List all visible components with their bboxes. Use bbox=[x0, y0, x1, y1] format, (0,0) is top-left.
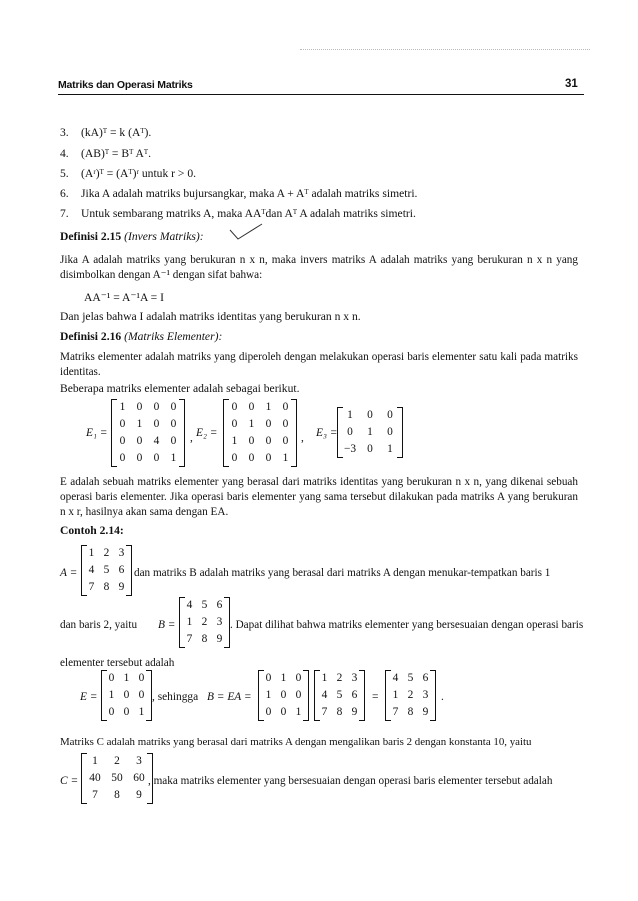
bracket-left bbox=[81, 545, 87, 596]
matrix-cell: 1 bbox=[265, 689, 272, 701]
matrix-cell: 0 bbox=[231, 401, 238, 413]
matrix-label: E = bbox=[80, 691, 98, 703]
matrix-cell: 1 bbox=[367, 426, 373, 438]
example-text: elementer tersebut adalah bbox=[60, 657, 175, 669]
bracket-left bbox=[111, 399, 117, 467]
matrix-cell: 0 bbox=[282, 401, 289, 413]
matrix-e-product bbox=[261, 670, 306, 721]
matrix-cell: 7 bbox=[92, 789, 98, 801]
matrix-cell: 1 bbox=[280, 672, 287, 684]
definition-paragraph: Dan jelas bahwa I adalah matriks identitas yang berukuran n x n. bbox=[60, 310, 361, 323]
definition-heading: Definisi 2.15 (Invers Matriks): bbox=[60, 230, 204, 243]
matrix-b bbox=[182, 597, 227, 648]
definition-paragraph: Jika A adalah matriks yang berukuran n x n, maka invers matriks A adalah matriks yang berukuran n x n yang disimbolkan dengan A⁻¹ dengan sifat bahwa: bbox=[60, 254, 578, 281]
matrix-c bbox=[84, 753, 150, 804]
matrix-cell: 0 bbox=[108, 706, 115, 718]
example-text: , maka matriks elementer yang bersesuaian dengan operasi baris elementer tersebut adalah bbox=[148, 775, 553, 787]
checkmark-annotation bbox=[228, 222, 264, 242]
matrix-cell: 4 bbox=[392, 672, 399, 684]
matrix-cell: 0 bbox=[119, 435, 126, 447]
matrix-cell: 0 bbox=[280, 689, 287, 701]
matrix-cell: 9 bbox=[136, 789, 142, 801]
matrix-cell: 0 bbox=[367, 443, 373, 455]
running-header-title: Matriks dan Operasi Matriks bbox=[58, 79, 193, 91]
matrix-cell: 1 bbox=[108, 689, 115, 701]
matrix-cell: 0 bbox=[170, 418, 177, 430]
matrix-cell: 1 bbox=[138, 706, 145, 718]
matrix-label: B = bbox=[158, 619, 176, 631]
matrix-cell: 0 bbox=[136, 452, 143, 464]
matrix-cell: 0 bbox=[265, 452, 272, 464]
matrix-cell: 0 bbox=[138, 672, 145, 684]
list-item: 5. (Aʳ)ᵀ = (Aᵀ)ʳ untuk r > 0. bbox=[60, 167, 197, 180]
matrix-cell: 0 bbox=[153, 401, 160, 413]
matrix-cell: 7 bbox=[392, 706, 399, 718]
matrix-cell: 0 bbox=[119, 418, 126, 430]
matrix-label: A = bbox=[60, 567, 78, 579]
matrix-cell: 9 bbox=[422, 706, 429, 718]
matrix-cell: 2 bbox=[114, 755, 120, 767]
definition-equation: AA⁻¹ = A⁻¹A = I bbox=[84, 291, 164, 304]
matrix-cell: 1 bbox=[186, 616, 193, 628]
matrix-cell: 1 bbox=[295, 706, 302, 718]
separator: , bbox=[301, 432, 304, 444]
matrix-cell: 0 bbox=[119, 452, 126, 464]
matrix-cell: 0 bbox=[265, 672, 272, 684]
matrix-cell: 4 bbox=[321, 689, 328, 701]
matrix-cell: 0 bbox=[170, 435, 177, 447]
matrix-cell: 0 bbox=[248, 435, 255, 447]
matrix-cell: 8 bbox=[201, 633, 208, 645]
matrix-cell: 2 bbox=[336, 672, 343, 684]
matrix-cell: 0 bbox=[231, 418, 238, 430]
definition-paragraph: Beberapa matriks elementer adalah sebagai berikut. bbox=[60, 382, 300, 395]
page-number: 31 bbox=[565, 78, 578, 90]
example-text: , sehingga bbox=[152, 691, 199, 703]
matrix-cell: 8 bbox=[407, 706, 414, 718]
matrix-e bbox=[104, 670, 149, 721]
matrix-a-product bbox=[317, 670, 362, 721]
matrix-cell: 8 bbox=[103, 581, 110, 593]
matrix-cell: 0 bbox=[295, 689, 302, 701]
example-text: . Dapat dilihat bahwa matriks elementer yang bersesuaian dengan operasi baris bbox=[230, 619, 584, 631]
equation-label: B = EA = bbox=[207, 691, 252, 703]
definition-paragraph: E adalah sebuah matriks elementer yang berasal dari matriks identitas yang berukuran n x n, yang dikenai sebuah operasi baris elementer. Jika operasi baris elementer yang sama tersebut dilakukan pada matriks A yang berukuran n x r, hasilnya akan sama dengan EA. bbox=[60, 476, 578, 518]
matrix-cell: 4 bbox=[88, 564, 95, 576]
matrix-cell: 3 bbox=[351, 672, 358, 684]
matrix-cell: 0 bbox=[248, 401, 255, 413]
matrix-e3 bbox=[340, 407, 400, 458]
matrix-cell: 5 bbox=[103, 564, 110, 576]
separator: , bbox=[190, 432, 193, 444]
matrix-cell: 9 bbox=[351, 706, 358, 718]
matrix-cell: 0 bbox=[136, 401, 143, 413]
matrix-cell: 40 bbox=[89, 772, 101, 784]
matrix-cell: 3 bbox=[136, 755, 142, 767]
matrix-cell: 9 bbox=[118, 581, 125, 593]
matrix-cell: 0 bbox=[231, 452, 238, 464]
matrix-cell: 6 bbox=[118, 564, 125, 576]
matrix-a bbox=[84, 545, 129, 596]
matrix-cell: 3 bbox=[216, 616, 223, 628]
matrix-e2 bbox=[226, 399, 294, 467]
definition-heading: Definisi 2.16 (Matriks Elementer): bbox=[60, 330, 223, 343]
bracket-right bbox=[303, 670, 309, 721]
matrix-cell: 3 bbox=[422, 689, 429, 701]
bracket-left bbox=[337, 407, 343, 458]
matrix-cell: 60 bbox=[133, 772, 145, 784]
matrix-cell: 0 bbox=[123, 689, 130, 701]
matrix-cell: 8 bbox=[336, 706, 343, 718]
matrix-cell: 4 bbox=[186, 599, 193, 611]
matrix-cell: 6 bbox=[351, 689, 358, 701]
example-text: dan baris 2, yaitu bbox=[60, 619, 138, 631]
matrix-label: C = bbox=[60, 775, 79, 787]
matrix-cell: 0 bbox=[138, 689, 145, 701]
matrix-cell: −3 bbox=[343, 443, 357, 455]
matrix-cell: 8 bbox=[114, 789, 120, 801]
matrix-b-result bbox=[388, 670, 433, 721]
matrix-e1 bbox=[114, 399, 182, 467]
equals-sign: = bbox=[372, 691, 379, 703]
matrix-cell: 7 bbox=[186, 633, 193, 645]
matrix-cell: 0 bbox=[265, 435, 272, 447]
matrix-cell: 1 bbox=[231, 435, 238, 447]
matrix-cell: 3 bbox=[118, 547, 125, 559]
list-item: 3. (kA)ᵀ = k (Aᵀ). bbox=[60, 126, 152, 139]
matrix-label: E₁ = bbox=[86, 427, 108, 439]
matrix-cell: 4 bbox=[153, 435, 160, 447]
matrix-cell: 5 bbox=[336, 689, 343, 701]
bracket-left bbox=[223, 399, 229, 467]
bracket-right bbox=[359, 670, 365, 721]
bracket-left bbox=[385, 670, 391, 721]
matrix-cell: 0 bbox=[170, 401, 177, 413]
bracket-left bbox=[179, 597, 185, 648]
matrix-cell: 9 bbox=[216, 633, 223, 645]
matrix-cell: 0 bbox=[265, 706, 272, 718]
matrix-cell: 5 bbox=[407, 672, 414, 684]
matrix-cell: 0 bbox=[280, 706, 287, 718]
matrix-cell: 5 bbox=[201, 599, 208, 611]
example-text: Matriks C adalah matriks yang berasal dari matriks A dengan mengalikan baris 2 dengan konstanta 10, yaitu bbox=[60, 736, 532, 748]
matrix-cell: 1 bbox=[92, 755, 98, 767]
bracket-left bbox=[81, 753, 87, 804]
matrix-cell: 1 bbox=[321, 672, 328, 684]
bracket-right bbox=[291, 399, 297, 467]
bracket-left bbox=[101, 670, 107, 721]
bracket-left bbox=[314, 670, 320, 721]
matrix-cell: 7 bbox=[321, 706, 328, 718]
matrix-cell: 0 bbox=[295, 672, 302, 684]
matrix-cell: 2 bbox=[407, 689, 414, 701]
matrix-cell: 0 bbox=[282, 418, 289, 430]
matrix-label: E₂ = bbox=[196, 427, 218, 439]
scan-artifact bbox=[300, 49, 590, 50]
matrix-cell: 0 bbox=[123, 706, 130, 718]
matrix-cell: 1 bbox=[282, 452, 289, 464]
matrix-cell: 2 bbox=[201, 616, 208, 628]
matrix-cell: 6 bbox=[422, 672, 429, 684]
bracket-right bbox=[397, 407, 403, 458]
list-item: 6. Jika A adalah matriks bujursangkar, maka A + Aᵀ adalah matriks simetri. bbox=[60, 187, 418, 200]
matrix-cell: 0 bbox=[347, 426, 353, 438]
matrix-cell: 0 bbox=[248, 452, 255, 464]
example-text: dan matriks B adalah matriks yang berasal dari matriks A dengan menukar-tempatkan baris 1 bbox=[134, 567, 551, 579]
matrix-cell: 1 bbox=[347, 409, 353, 421]
matrix-cell: 1 bbox=[136, 418, 143, 430]
bracket-right bbox=[430, 670, 436, 721]
example-heading: Contoh 2.14: bbox=[60, 524, 124, 537]
matrix-cell: 1 bbox=[392, 689, 399, 701]
matrix-cell: 0 bbox=[387, 426, 393, 438]
matrix-cell: 1 bbox=[119, 401, 126, 413]
matrix-cell: 2 bbox=[103, 547, 110, 559]
matrix-cell: 0 bbox=[136, 435, 143, 447]
bracket-left bbox=[258, 670, 264, 721]
matrix-cell: 50 bbox=[111, 772, 123, 784]
matrix-cell: 1 bbox=[170, 452, 177, 464]
matrix-cell: 0 bbox=[153, 418, 160, 430]
matrix-cell: 1 bbox=[387, 443, 393, 455]
matrix-cell: 1 bbox=[248, 418, 255, 430]
matrix-cell: 0 bbox=[265, 418, 272, 430]
matrix-cell: 0 bbox=[387, 409, 393, 421]
definition-paragraph: Matriks elementer adalah matriks yang diperoleh dengan melakukan operasi baris elementer satu kali pada matriks identitas. bbox=[60, 351, 578, 378]
list-item: 7. Untuk sembarang matriks A, maka AAᵀdan Aᵀ A adalah matriks simetri. bbox=[60, 207, 416, 220]
bracket-right bbox=[126, 545, 132, 596]
matrix-cell: 0 bbox=[108, 672, 115, 684]
period: . bbox=[441, 691, 444, 703]
matrix-label: E₃ = bbox=[316, 427, 338, 439]
matrix-cell: 0 bbox=[367, 409, 373, 421]
matrix-cell: 1 bbox=[88, 547, 95, 559]
matrix-cell: 6 bbox=[216, 599, 223, 611]
matrix-cell: 1 bbox=[123, 672, 130, 684]
list-item: 4. (AB)ᵀ = Bᵀ Aᵀ. bbox=[60, 147, 152, 160]
header-rule bbox=[58, 94, 584, 95]
matrix-cell: 0 bbox=[153, 452, 160, 464]
bracket-right bbox=[179, 399, 185, 467]
matrix-cell: 0 bbox=[282, 435, 289, 447]
matrix-cell: 7 bbox=[88, 581, 95, 593]
matrix-cell: 1 bbox=[265, 401, 272, 413]
